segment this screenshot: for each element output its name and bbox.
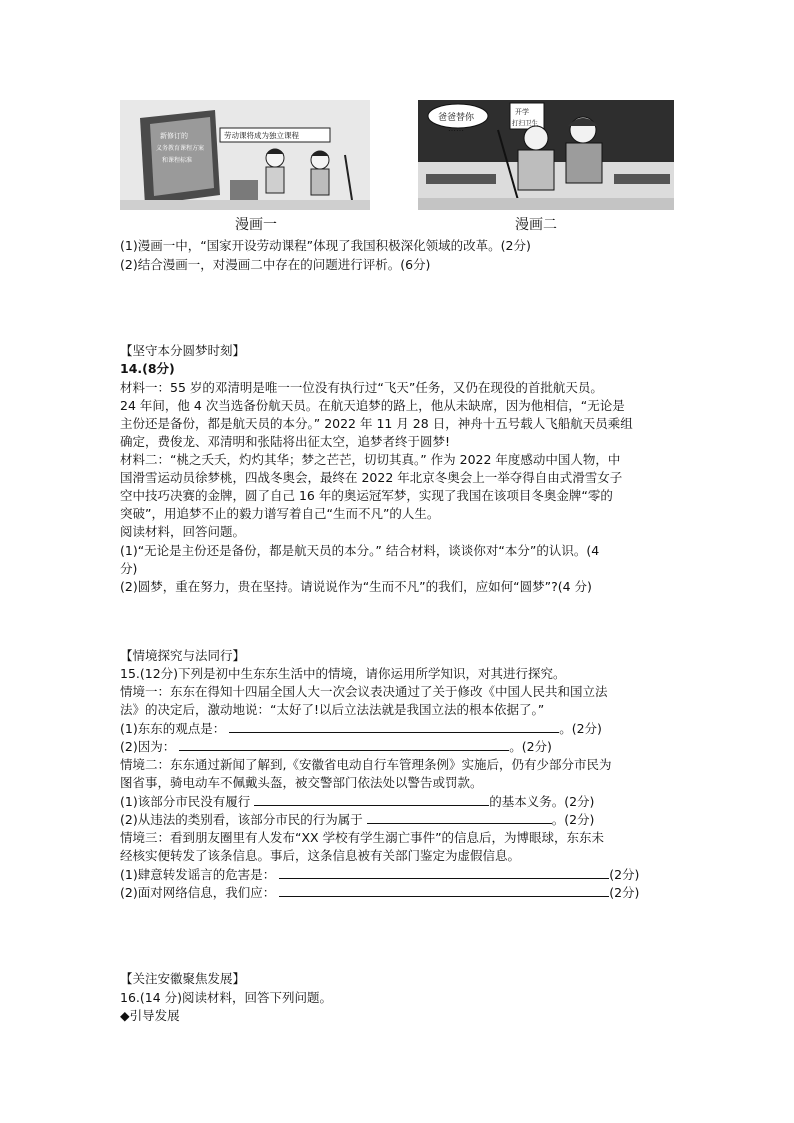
q15-s2-q1-answer-blank[interactable] bbox=[254, 793, 489, 806]
q15-s3-q2-prompt: (2)面对网络信息，我们应： bbox=[120, 885, 276, 900]
comics-row bbox=[120, 100, 674, 210]
q15-scenario2-line1: 情境二：东东通过新闻了解到,《安徽省电动自行车管理条例》实施后，仍有少部分市民为 bbox=[120, 757, 612, 772]
section14-heading: 【坚守本分圆梦时刻】 bbox=[120, 343, 246, 358]
q14-material1-line3: 主份还是备份，都是航天员的本分。” 2022 年 11 月 28 日，神舟十五号载人飞船航天员乘组 bbox=[120, 416, 633, 431]
comic-two-image bbox=[418, 100, 674, 210]
q14-material2-line3: 空中技巧决赛的金牌，圆了自己 16 年的奥运冠军梦，实现了我国在该项目冬奥金牌“零的 bbox=[120, 488, 613, 503]
q15-s1-q2-score: 。(2分) bbox=[509, 739, 552, 754]
q15-s2-q2-prompt: (2)从违法的类别看，该部分市民的行为属于 bbox=[120, 812, 363, 827]
q15-s3-q2-score: (2分) bbox=[609, 885, 640, 900]
q14-number: 14.(8分) bbox=[120, 361, 175, 376]
q15-scenario2-q2 bbox=[120, 811, 594, 829]
svg-text:开学: 开学 bbox=[515, 108, 529, 116]
q15-s1-q1-score: 。(2分) bbox=[559, 721, 602, 736]
q15-scenario3-line2: 经核实便转发了该条信息。事后，这条信息被有关部门鉴定为虚假信息。 bbox=[120, 848, 521, 863]
comic-two-caption: 漫画二 bbox=[515, 217, 557, 233]
q14-instruction: 阅读材料，回答问题。 bbox=[120, 524, 246, 539]
q15-scenario1-line2: 法》的决定后，激动地说：“太好了!以后立法法就是我国立法的根本依据了。” bbox=[120, 702, 545, 717]
q15-scenario2-q1 bbox=[120, 793, 594, 811]
q14-material2-line4: 突破”，用追梦不止的毅力谱写着自己“生而不凡”的人生。 bbox=[120, 506, 440, 521]
q16-number: 16.(14 分)阅读材料，回答下列问题。 bbox=[120, 990, 333, 1005]
q15-s3-q1-prompt: (1)肆意转发谣言的危害是： bbox=[120, 867, 276, 882]
q15-scenario1-q2 bbox=[120, 738, 552, 756]
q15-s2-q2-score: 。(2分) bbox=[551, 812, 595, 827]
q15-s1-q2-prompt: (2)因为： bbox=[120, 739, 176, 754]
q16-subheading: ◆引导发展 bbox=[120, 1008, 180, 1023]
q15-scenario1-q1 bbox=[120, 720, 602, 738]
q15-s2-q2-answer-blank[interactable] bbox=[367, 811, 552, 824]
comic-one-caption: 漫画一 bbox=[235, 217, 277, 233]
q14-material1-line1: 材料一：55 岁的邓清明是唯一一位没有执行过“飞天”任务，又仍在现役的首批航天员。 bbox=[120, 380, 603, 395]
q14-sub1-line1: (1)“无论是主份还是备份，都是航天员的本分。” 结合材料，谈谈你对“本分”的认识。(4 bbox=[120, 543, 600, 558]
q15-scenario3-q2 bbox=[120, 884, 639, 902]
svg-text:和课程标准: 和课程标准 bbox=[162, 157, 193, 164]
q15-s3-q1-score: (2分) bbox=[609, 867, 640, 882]
q13-sub2: (2)结合漫画一，对漫画二中存在的问题进行评析。(6分) bbox=[120, 257, 431, 272]
svg-text:劳动课将成为独立课程: 劳动课将成为独立课程 bbox=[224, 131, 299, 140]
q15-s1-q2-answer-blank[interactable] bbox=[179, 738, 509, 751]
q14-material1-line2: 24 年间，他 4 次当选备份航天员。在航天追梦的路上，他从未缺席，因为他相信，“无论是 bbox=[120, 398, 625, 413]
comic-one-image bbox=[120, 100, 370, 210]
q15-s2-q1-prompt: (1)该部分市民没有履行 bbox=[120, 794, 251, 809]
q13-sub1: (1)漫画一中，“国家开设劳动课程”体现了我国积极深化领域的改革。(2分) bbox=[120, 238, 531, 253]
q15-scenario3-line1: 情境三：看到朋友圈里有人发布“XX 学校有学生溺亡事件”的信息后，为博眼球，东东未 bbox=[120, 830, 605, 845]
q15-scenario3-q1 bbox=[120, 866, 639, 884]
q15-s3-q2-answer-blank[interactable] bbox=[279, 884, 609, 897]
svg-text:打扫卫生: 打扫卫生 bbox=[512, 119, 538, 127]
q14-material1-line4: 确定，费俊龙、邓清明和张陆将出征太空，追梦者终于圆梦! bbox=[120, 434, 451, 449]
q14-material2-line2: 国滑雪运动员徐梦桃，四战冬奥会，最终在 2022 年北京冬奥会上一举夺得自由式滑雪女子 bbox=[120, 470, 623, 485]
q14-sub2: (2)圆梦，重在努力，贵在坚持。请说说作为“生而不凡”的我们，应如何“圆梦”?(4 分) bbox=[120, 579, 592, 594]
q15-s1-q1-answer-blank[interactable] bbox=[229, 720, 559, 733]
svg-text:义务教育课程方案: 义务教育课程方案 bbox=[156, 145, 205, 152]
q15-scenario1-line1: 情境一：东东在得知十四届全国人大一次会议表决通过了关于修改《中国人民共和国立法 bbox=[120, 684, 608, 699]
q15-s1-q1-prompt: (1)东东的观点是： bbox=[120, 721, 226, 736]
q15-s2-q1-score: 的基本义务。(2分) bbox=[489, 794, 595, 809]
svg-text:……: …… bbox=[448, 124, 464, 133]
svg-text:爸爸替你: 爸爸替你 bbox=[438, 113, 475, 123]
q15-intro: 15.(12分)下列是初中生东东生活中的情境，请你运用所学知识，对其进行探究。 bbox=[120, 666, 566, 681]
q14-material2-line1: 材料二：“桃之夭夭，灼灼其华；梦之芒芒，切切其真。” 作为 2022 年度感动中国人物，中 bbox=[120, 452, 621, 467]
q15-s3-q1-answer-blank[interactable] bbox=[279, 866, 609, 879]
section15-heading: 【情境探究与法同行】 bbox=[120, 648, 246, 663]
q14-sub1-line2: 分) bbox=[120, 561, 138, 576]
svg-text:新修订的: 新修订的 bbox=[160, 132, 188, 140]
q15-scenario2-line2: 图省事，骑电动车不佩戴头盔，被交警部门依法处以警告或罚款。 bbox=[120, 775, 483, 790]
section16-heading: 【关注安徽聚焦发展】 bbox=[120, 971, 246, 986]
